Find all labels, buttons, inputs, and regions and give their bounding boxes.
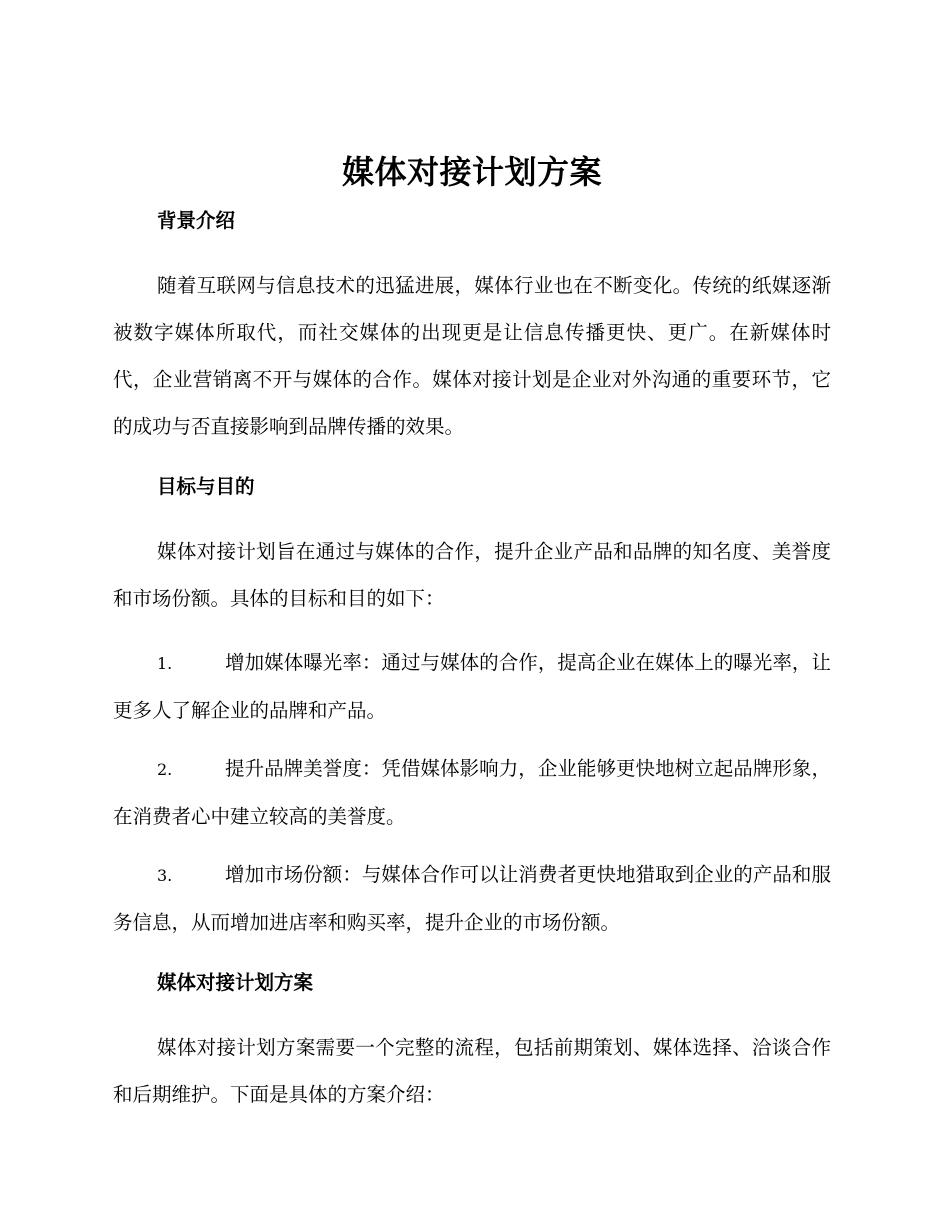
section-paragraph-goals: 媒体对接计划旨在通过与媒体的合作，提升企业产品和品牌的知名度、美誉度和市场份额。具体的目标和目的如下： (113, 540, 831, 610)
list-item (113, 851, 831, 946)
section-heading-goals: 目标与目的 (157, 475, 255, 498)
list-item (113, 745, 831, 840)
document-title: 媒体对接计划方案 (341, 153, 602, 191)
document-body (113, 148, 831, 1118)
section-heading-background: 背景介绍 (157, 209, 236, 232)
section-paragraph-plan: 媒体对接计划方案需要一个完整的流程，包括前期策划、媒体选择、洽谈合作和后期维护。下面是具体的方案介绍： (113, 1036, 831, 1106)
list-item-number: 1. (157, 654, 173, 673)
section-paragraph-background: 随着互联网与信息技术的迅猛进展，媒体行业也在不断变化。传统的纸媒逐渐被数字媒体所取代，而社交媒体的出现更是让信息传播更快、更广。在新媒体时代，企业营销离不开与媒体的合作。媒体对接计划是企业对外沟通的重要环节，它的成功与否直接影响到品牌传播的效果。 (113, 274, 831, 438)
list-item (113, 639, 831, 734)
list-item-text: 提升品牌美誉度：凭借媒体影响力，企业能够更快地树立起品牌形象，在消费者心中建立较高的美誉度。 (113, 757, 831, 828)
section-heading-plan: 媒体对接计划方案 (157, 971, 314, 994)
list-item-text: 增加市场份额：与媒体合作可以让消费者更快地猎取到企业的产品和服务信息，从而增加进店率和购买率，提升企业的市场份额。 (113, 863, 831, 934)
list-item-text: 增加媒体曝光率：通过与媒体的合作，提高企业在媒体上的曝光率，让更多人了解企业的品牌和产品。 (113, 651, 831, 722)
list-item-number: 3. (157, 866, 173, 885)
list-item-number: 2. (157, 760, 173, 779)
